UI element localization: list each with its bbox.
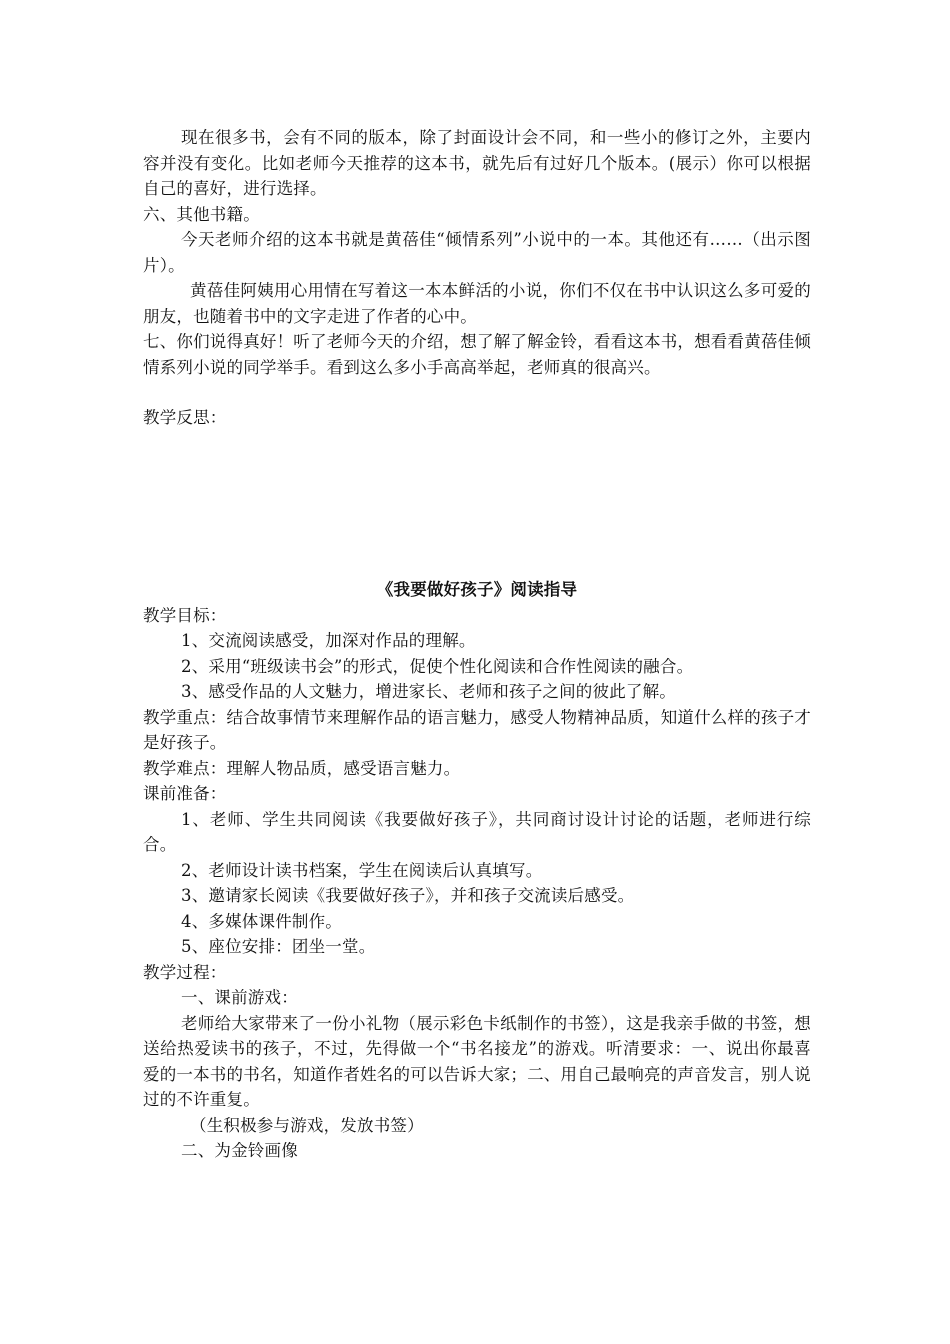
lesson-title: 《我要做好孩子》阅读指导 (376, 579, 578, 599)
heading-other-books: 六、其他书籍。 (143, 204, 260, 224)
goal-item: 2、采用“班级读书会”的形式，促使个性化阅读和合作性阅读的融合。 (181, 656, 694, 676)
heading-conclusion: 七、你们说得真好！听了老师今天的介绍，想了解了解金铃，看看这本书，想看看黄蓓佳倾情系列小说的同学举手。看到这么多小手高高举起，老师真的很高兴。 (143, 332, 811, 377)
prep-item: 2、老师设计读书档案，学生在阅读后认真填写。 (181, 860, 543, 880)
process-label: 教学过程： (143, 962, 227, 982)
paragraph-author: 黄蓓佳阿姨用心用情在写着这一本本鲜活的小说，你们不仅在书中认识这么多可爱的朋友，也随着书中的文字走进了作者的心中。 (143, 281, 811, 326)
step-text: 老师给大家带来了一份小礼物（展示彩色卡纸制作的书签），这是我亲手做的书签，想送给热爱读书的孩子，不过，先得做一个“书名接龙”的游戏。听清要求：一、说出你最喜爱的一本书的书名，知道作者姓名的可以告诉大家；二、用自己最响亮的声音发言，别人说过的不许重复。 (143, 1013, 811, 1109)
goals-label: 教学目标： (143, 605, 227, 625)
teaching-reflection-label: 教学反思： (143, 408, 227, 427)
goal-item: 1、交流阅读感受，加深对作品的理解。 (181, 631, 476, 650)
document-body (143, 125, 811, 1164)
prep-item: 1、老师、学生共同阅读《我要做好孩子》，共同商讨设计讨论的话题，老师进行综合。 (143, 809, 811, 854)
step-heading: 二、为金铃画像 (181, 1141, 298, 1160)
blank-space (143, 431, 811, 577)
goal-item: 3、感受作品的人文魅力，增进家长、老师和孩子之间的彼此了解。 (181, 682, 676, 701)
prep-item: 5、座位安排：团坐一堂。 (181, 937, 376, 956)
step-heading: 一、课前游戏： (181, 988, 298, 1007)
paragraph-series: 今天老师介绍的这本书就是黄蓓佳“倾情系列”小说中的一本。其他还有……（出示图片）。 (143, 230, 811, 275)
prep-item: 3、邀请家长阅读《我要做好孩子》，并和孩子交流读后感受。 (181, 886, 635, 905)
prep-item: 4、多媒体课件制作。 (181, 911, 342, 931)
step-note: （生积极参与游戏，发放书签） (190, 1115, 424, 1135)
key-points: 教学重点：结合故事情节来理解作品的语言魅力，感受人物精神品质，知道什么样的孩子才是好孩子。 (143, 707, 811, 752)
paragraph-versions: 现在很多书，会有不同的版本，除了封面设计会不同，和一些小的修订之外，主要内容并没有变化。比如老师今天推荐的这本书，就先后有过好几个版本。(展示）你可以根据自己的喜好，进行选择。 (143, 128, 811, 198)
prep-label: 课前准备： (143, 784, 227, 803)
difficulties: 教学难点：理解人物品质，感受语言魅力。 (143, 758, 461, 778)
